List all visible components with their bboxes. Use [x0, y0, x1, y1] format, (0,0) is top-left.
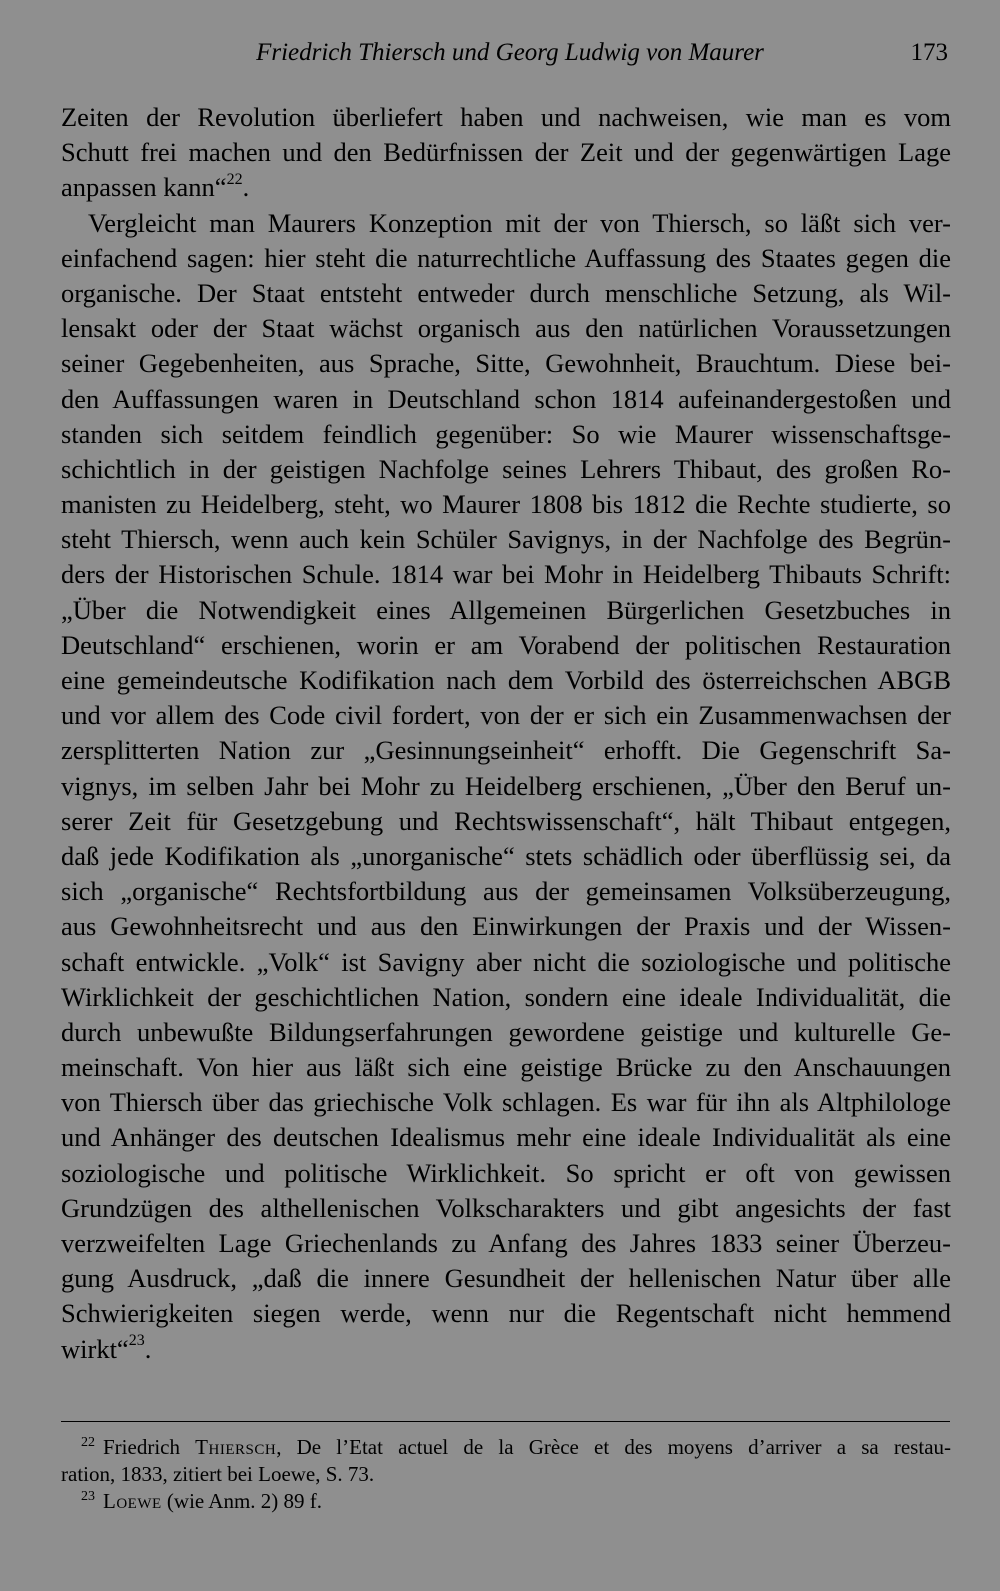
text-line: den Auffassungen waren in Deutschland schon 1814 aufeinandergestoßen und	[61, 383, 951, 414]
text-line: Zeiten der Revolution überliefert haben und nachweisen, wie man es vom	[61, 102, 951, 132]
text-line: vignys, im selben Jahr bei Mohr zu Heidelberg erschienen, „Über den Beruf un-	[61, 770, 951, 801]
text-line: schaft entwickle. „Volk“ ist Savigny aber nicht die soziologische und politische	[61, 946, 951, 977]
footnote-ref-22: 22	[226, 170, 243, 188]
text-line: verzweifelten Lage Griechenlands zu Anfang des Jahres 1833 seiner Überzeu-	[61, 1228, 951, 1258]
text-line: steht Thiersch, wenn auch kein Schüler Savignys, in der Nachfolge des Begrün-	[61, 524, 951, 555]
text-line: Schwierigkeiten siegen werde, wenn nur die Regentschaft nicht hemmend	[61, 1298, 951, 1329]
sentence-period: .	[242, 172, 250, 203]
footnote-divider	[61, 1421, 950, 1422]
footnote-author-first: Friedrich	[103, 1435, 180, 1459]
text-line: und vor allem des Code civil fordert, von der er sich ein Zusammenwachsen der	[61, 700, 951, 731]
footnotes	[61, 1434, 951, 1515]
sentence-period: .	[144, 1333, 152, 1364]
footnote-23-line	[61, 1488, 951, 1515]
text-line: standen sich seitdem feindlich gegenüber: So wie Maurer wissenschaftsge-	[61, 418, 951, 449]
text-line-content: wirkt“	[61, 1333, 129, 1364]
running-title: Friedrich Thiersch und Georg Ludwig von Maurer	[256, 39, 764, 66]
footnote-author-last: Thiersch	[195, 1435, 277, 1459]
text-line: einfachend sagen: hier steht die naturrechtliche Auffassung des Staates gegen die	[61, 242, 951, 273]
text-line: ders der Historischen Schule. 1814 war bei Mohr in Heidelberg Thibauts Schrift:	[61, 559, 951, 590]
text-line: und Anhänger des deutschen Idealismus mehr eine ideale Individualität als eine	[61, 1122, 951, 1153]
text-line: von Thiersch über das griechische Volk schlagen. Es war für ihn als Altphilologe	[61, 1087, 951, 1118]
text-line: manisten zu Heidelberg, steht, wo Maurer 1808 bis 1812 die Rechte studierte, so	[61, 489, 951, 520]
footnote-author: Loewe	[103, 1489, 162, 1513]
text-line: schichtlich in der geistigen Nachfolge seines Lehrers Thibaut, des großen Ro-	[61, 453, 951, 484]
text-line: Deutschland“ erschienen, worin er am Vorabend der politischen Restauration	[61, 629, 951, 660]
text-line: meinschaft. Von hier aus läßt sich eine geistige Brücke zu den Anschauungen	[61, 1052, 951, 1083]
text-line: Vergleicht man Maurers Konzeption mit der von Thiersch, so läßt sich ver-	[88, 207, 951, 238]
text-line: durch unbewußte Bildungserfahrungen gewordene geistige und kulturelle Ge-	[61, 1016, 951, 1047]
text-line: Schutt frei machen und den Bedürfnissen der Zeit und der gegenwärtigen Lage	[61, 137, 951, 168]
text-line: Wirklichkeit der geschichtlichen Nation, sondern eine ideale Individualität, die	[61, 981, 951, 1012]
text-line: eine gemeindeutsche Kodifikation nach dem Vorbild des österreichschen ABGB	[61, 665, 951, 695]
footnote-number: 23	[81, 1489, 95, 1504]
page-number: 173	[910, 39, 948, 66]
footnote-22-line: ration, 1833, zitiert bei Loewe, S. 73.	[61, 1462, 375, 1486]
text-line: organische. Der Staat entsteht entweder durch menschliche Setzung, als Wil-	[61, 277, 951, 308]
text-line: gung Ausdruck, „daß die innere Gesundheit der hellenischen Natur über alle	[61, 1263, 951, 1294]
text-line: „Über die Notwendigkeit eines Allgemeinen Bürgerlichen Gesetzbuches in	[61, 594, 951, 625]
text-line: sich „organische“ Rechtsfortbildung aus der gemeinsamen Volksüberzeugung,	[61, 876, 951, 907]
text-line: serer Zeit für Gesetzgebung und Rechtswissenschaft“, hält Thibaut entgegen,	[61, 805, 951, 836]
text-line	[61, 170, 951, 205]
footnote-text: , De l’Etat actuel de la Grèce et des moyens d’arriver a sa restau-	[276, 1435, 952, 1459]
text-line: aus Gewohnheitsrecht und aus den Einwirkungen der Praxis und der Wissen-	[61, 911, 951, 942]
footnote-text: (wie Anm. 2) 89 f.	[161, 1489, 323, 1513]
body-text	[61, 100, 951, 1367]
footnote-number: 22	[81, 1435, 95, 1450]
text-line-content: anpassen kann“	[61, 172, 227, 203]
text-line: lensakt oder der Staat wächst organisch aus den natürlichen Voraussetzungen	[61, 313, 951, 344]
text-line: soziologische und politische Wirklichkeit. So spricht er oft von gewissen	[61, 1157, 951, 1188]
text-line: daß jede Kodifikation als „unorganische“ stets schädlich oder überflüssig sei, da	[61, 840, 951, 871]
text-line: seiner Gegebenheiten, aus Sprache, Sitte, Gewohnheit, Brauchtum. Diese bei-	[61, 348, 951, 379]
text-line	[61, 1332, 951, 1367]
footnote-ref-23: 23	[128, 1331, 145, 1349]
text-line: zersplitterten Nation zur „Gesinnungseinheit“ erhofft. Die Gegenschrift Sa-	[61, 735, 951, 766]
text-line: Grundzügen des althellenischen Volkscharakters und gibt angesichts der fast	[61, 1192, 951, 1223]
footnote-22-line	[61, 1434, 951, 1461]
